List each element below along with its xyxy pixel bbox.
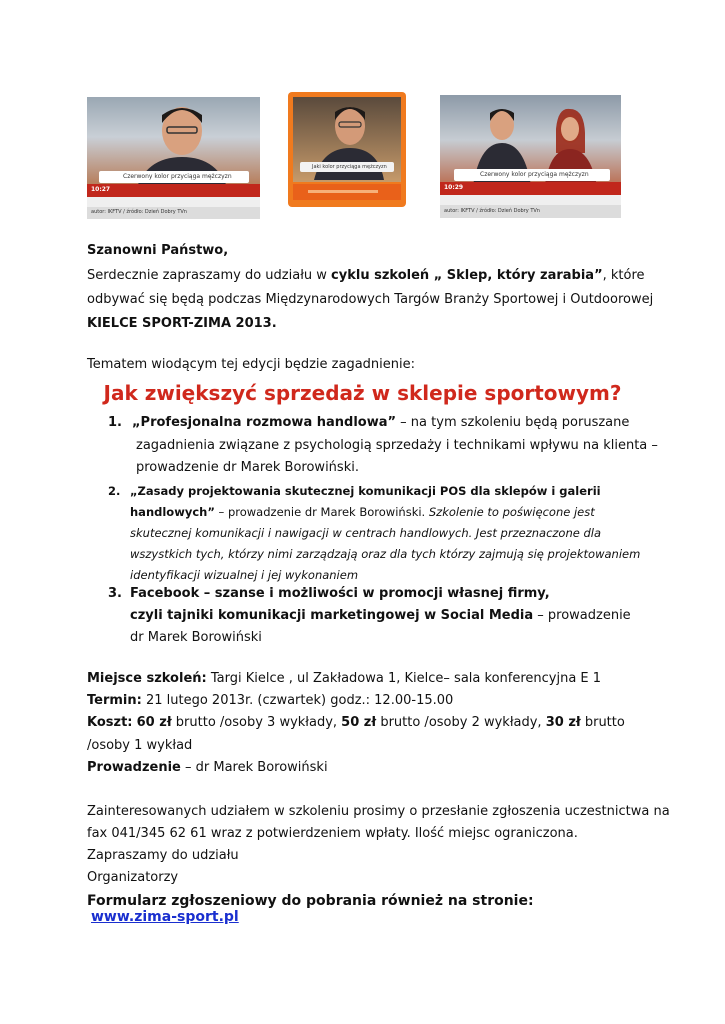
place-value: Targi Kielce , ul Zakładowa 1, Kielce– sala konferencyjna E 1 [206, 671, 602, 686]
cost-text: brutto /osoby 2 wykłady, [376, 715, 546, 730]
item-2-title-line-2: handlowych” [130, 505, 215, 519]
source-credit: autor: IKFTV / źródło: Dzień Dobry TVn [91, 209, 187, 215]
item-1-number: 1. [108, 415, 122, 430]
item-1-title: „Profesjonalna rozmowa handlowa” [132, 415, 397, 430]
topic-intro: Tematem wiodącym tej edycji będzie zagadnienie: [87, 357, 415, 372]
cost-line [87, 715, 625, 731]
item-2-line-2 [130, 504, 595, 520]
intro-line-1 [87, 268, 645, 284]
item-3-line-3: dr Marek Borowiński [130, 630, 262, 645]
item-3-title-line-1: Facebook – szanse i możliwości w promocji własnej firmy, [130, 586, 550, 601]
item-2-line-5: identyfikacji wizualnej i jej wykonaniem [130, 568, 359, 582]
item-3-text: – prowadzenie [533, 608, 631, 623]
item-3-line-2 [130, 608, 631, 624]
website-link[interactable]: www.zima-sport.pl [91, 909, 239, 925]
event-name: KIELCE SPORT-ZIMA 2013. [87, 316, 277, 331]
cost-text: brutto [580, 715, 625, 730]
item-2-title-line-1: „Zasady projektowania skutecznej komunikacji POS dla sklepów i galerii [130, 484, 601, 498]
cost-line-2: /osoby 1 wykład [87, 738, 193, 753]
caption-text: Jaki kolor przyciąga mężczyzn [312, 164, 387, 170]
cost-text: brutto /osoby 3 wykłady, [171, 715, 342, 730]
intro-line-2: odbywać się będą podczas Międzynarodowych Targów Branży Sportowej i Outdoorowej [87, 292, 654, 307]
progress-track [308, 190, 378, 193]
lead-label: Prowadzenie [87, 760, 181, 775]
item-2-number: 2. [108, 484, 121, 498]
clock: 10:27 [91, 186, 111, 193]
closing-line-3: Zapraszamy do udziału [87, 848, 239, 863]
place-label: Miejsce szkoleń: [87, 671, 207, 686]
item-2-text: – prowadzenie dr Marek Borowiński. [214, 505, 429, 519]
series-title: cyklu szkoleń „ Sklep, który zarabia” [331, 268, 603, 283]
cost-label: Koszt: [87, 715, 133, 730]
lead-line [87, 760, 328, 776]
tv-screenshot-1 [87, 97, 260, 219]
date-value: 21 lutego 2013r. (czwartek) godz.: 12.00-15.00 [141, 693, 454, 708]
form-note: Formularz zgłoszeniowy do pobrania również na stronie: [87, 893, 534, 909]
item-1-text: – na tym szkoleniu będą poruszane [396, 415, 630, 430]
closing-line-1: Zainteresowanych udziałem w szkoleniu prosimy o przesłanie zgłoszenia uczestnictwa na [87, 804, 670, 819]
lead-value: – dr Marek Borowiński [180, 760, 328, 775]
intro-text: Serdecznie zapraszamy do udziału w [87, 268, 332, 283]
tv-screenshot-3 [440, 95, 621, 218]
caption-text: Czerwony kolor przyciąga mężczyzn [480, 171, 589, 178]
news-ticker [87, 184, 260, 197]
greeting: Szanowni Państwo, [87, 243, 229, 258]
news-ticker [440, 182, 621, 195]
source-credit: autor: IKFTV / źródło: Dzień Dobry TVn [444, 208, 540, 214]
tv-screenshot-2 [288, 92, 406, 207]
date-line [87, 693, 453, 709]
item-1-line-1 [132, 415, 629, 431]
player-controls [87, 197, 260, 207]
intro-text: , które [602, 268, 645, 283]
player-controls [440, 195, 621, 205]
cost-50: 50 zł [341, 715, 377, 730]
cost-60: 60 zł [136, 715, 172, 730]
cost-30: 30 zł [545, 715, 581, 730]
caption-text: Czerwony kolor przyciąga mężczyzn [123, 173, 232, 180]
headline: Jak zwiększyć sprzedaż w sklepie sportowym? [103, 381, 622, 405]
item-2-description: Szkolenie to poświęcone jest [428, 505, 595, 519]
item-2-line-3: skutecznej komunikacji i nawigacji w centrach handlowych. Jest przeznaczone dla [130, 526, 602, 540]
item-1-line-3: prowadzenie dr Marek Borowiński. [136, 460, 359, 475]
item-3-number: 3. [108, 586, 122, 601]
date-label: Termin: [87, 693, 142, 708]
signature: Organizatorzy [87, 870, 179, 885]
item-2-line-4: wszystkich tych, którzy nimi zarządzają oraz dla tych którzy zajmują się projektowaniem [130, 547, 641, 561]
clock: 10:29 [444, 184, 464, 191]
item-3-title-line-2: czyli tajniki komunikacji marketingowej w Social Media [130, 608, 534, 623]
item-1-line-2: zagadnienia związane z psychologią sprzedaży i technikami wpływu na klienta – [136, 438, 658, 453]
closing-line-2: fax 041/345 62 61 wraz z potwierdzeniem wpłaty. Ilość miejsc ograniczona. [87, 826, 578, 841]
place-line [87, 671, 601, 687]
